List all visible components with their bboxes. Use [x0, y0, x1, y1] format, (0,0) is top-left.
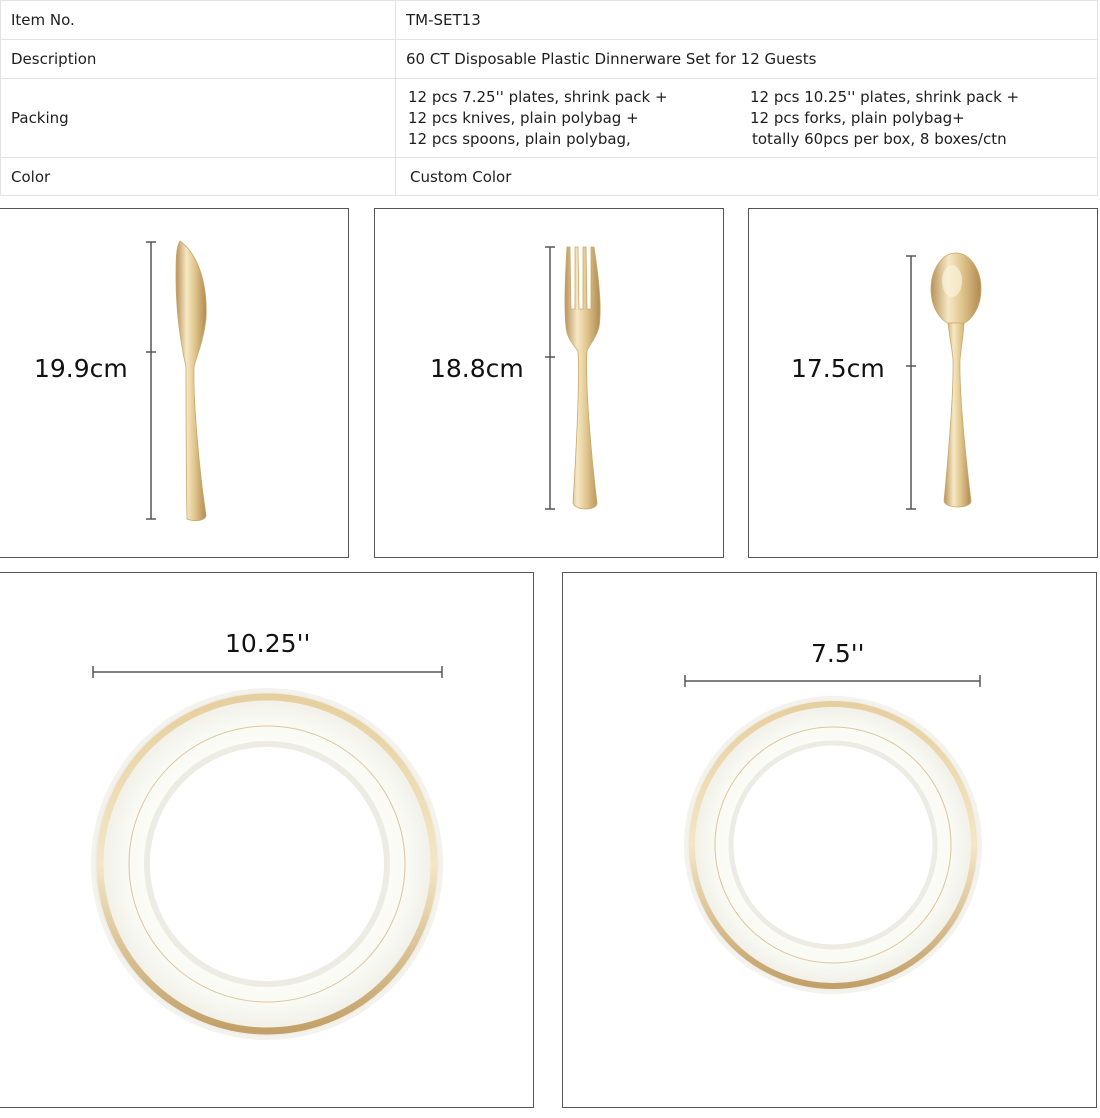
spoon-panel — [748, 208, 1098, 558]
spoon-icon — [931, 253, 981, 507]
packing-line: 12 pcs knives, plain polybag + — [408, 108, 639, 127]
color-value-text: Custom Color — [410, 167, 512, 186]
spec-label: Color — [1, 158, 396, 196]
knife-icon — [176, 241, 206, 521]
spec-label: Description — [1, 40, 396, 79]
measure-line — [93, 666, 442, 678]
fork-panel — [374, 208, 724, 558]
fork-illustration — [375, 209, 725, 559]
knife-length-label: 19.9cm — [34, 354, 128, 383]
measure-line — [685, 675, 980, 687]
spoon-illustration — [749, 209, 1099, 559]
measure-line — [906, 256, 916, 509]
spec-row-item-no — [1, 1, 1098, 40]
spec-row-color — [1, 158, 1098, 196]
packing-line: 12 pcs spoons, plain polybag, — [408, 129, 631, 148]
small-plate-diameter-label: 7.5'' — [811, 639, 865, 668]
packing-line: 12 pcs 7.25'' plates, shrink pack + — [408, 87, 668, 106]
fork-length-label: 18.8cm — [430, 354, 524, 383]
packing-line: 12 pcs forks, plain polybag+ — [750, 108, 965, 127]
spoon-length-label: 17.5cm — [791, 354, 885, 383]
measure-line — [545, 247, 555, 509]
packing-line: 12 pcs 10.25'' plates, shrink pack + — [750, 87, 1020, 106]
spec-row-description — [1, 40, 1098, 79]
knife-illustration — [0, 209, 350, 559]
spec-row-packing — [1, 79, 1098, 158]
plate-icon — [684, 696, 982, 994]
item-number-value: TM-SET13 — [396, 1, 1098, 40]
packing-line: totally 60pcs per box, 8 boxes/ctn — [752, 129, 1007, 148]
fork-icon — [565, 247, 600, 509]
plate-icon — [91, 688, 443, 1040]
color-value — [396, 158, 1098, 196]
measure-line — [146, 242, 156, 519]
small-plate-panel — [562, 572, 1097, 1108]
large-plate-panel — [0, 572, 534, 1108]
large-plate-diameter-label: 10.25'' — [225, 629, 311, 658]
spec-label: Packing — [1, 79, 396, 158]
spec-label: Item No. — [1, 1, 396, 40]
spec-table — [0, 0, 1098, 196]
description-value: 60 CT Disposable Plastic Dinnerware Set for 12 Guests — [396, 40, 1098, 79]
knife-panel — [0, 208, 349, 558]
packing-value — [396, 79, 1098, 158]
